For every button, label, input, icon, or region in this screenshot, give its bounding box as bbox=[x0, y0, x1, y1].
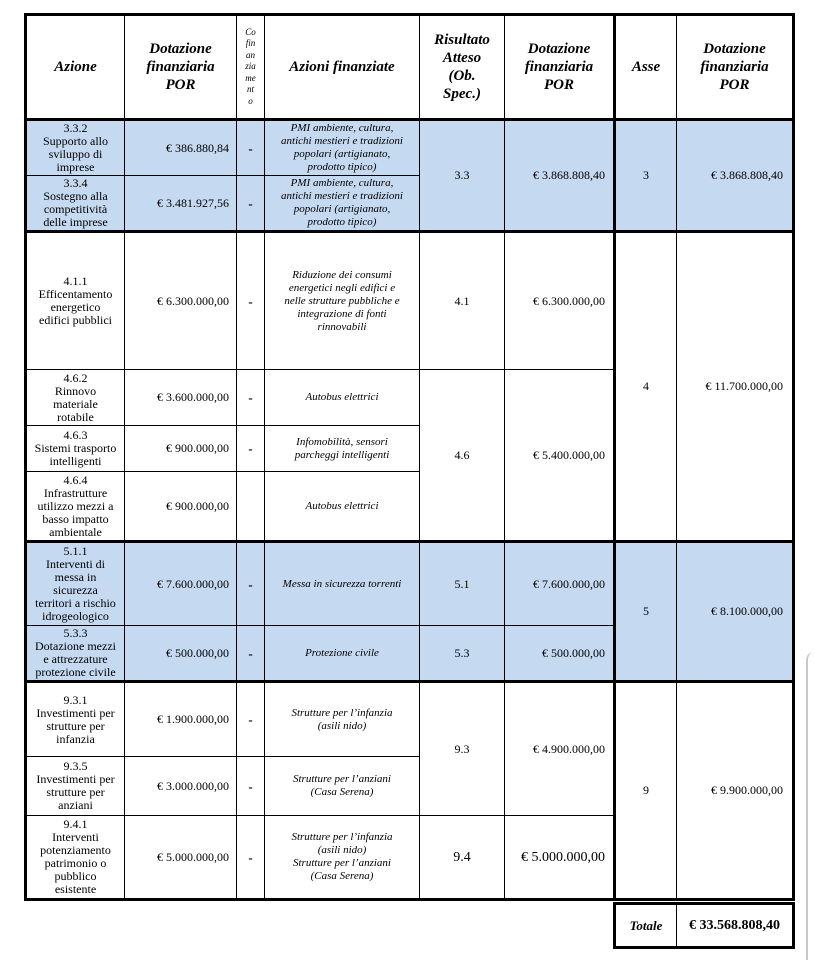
azioni-finanziate-cell: Messa in sicurezza torrenti bbox=[265, 542, 420, 626]
dotazione-por-cell: € 7.600.000,00 bbox=[125, 542, 237, 626]
azione-code: 3.3.2 bbox=[63, 121, 88, 135]
azioni-finanziate-cell: Protezione civile bbox=[265, 626, 420, 682]
dotazione-por-cell: € 6.300.000,00 bbox=[125, 232, 237, 370]
azione-description: Sostegno alla competitività delle imprese bbox=[43, 189, 108, 229]
azione-code: 9.3.1 bbox=[63, 692, 88, 707]
dotazione-por-cell: € 500.000,00 bbox=[125, 626, 237, 682]
azione-code: 9.3.5 bbox=[63, 759, 88, 773]
azione-description: Sistemi trasporto intelligenti bbox=[34, 441, 117, 468]
dotazione-por-cell: € 3.000.000,00 bbox=[125, 757, 237, 816]
azione-code: 4.6.4 bbox=[63, 472, 88, 487]
azione-code: 5.3.3 bbox=[63, 626, 88, 640]
header-azioni-finanziate: Azioni finanziate bbox=[265, 15, 420, 120]
cofinanziamento-cell: - bbox=[237, 626, 265, 682]
total-box bbox=[613, 902, 795, 949]
risultato-atteso-cell: 4.1 bbox=[420, 232, 505, 370]
cofinanziamento-cell: - bbox=[237, 816, 265, 900]
azione-code: 4.6.2 bbox=[63, 370, 88, 385]
azione-cell bbox=[26, 542, 125, 626]
asse-cell: 3 bbox=[615, 120, 677, 232]
azioni-finanziate-cell: PMI ambiente, cultura, antichi mestieri e tradizioni popolari (artigianato, prodotto tipico) bbox=[265, 176, 420, 232]
azione-code: 9.4.1 bbox=[63, 817, 88, 831]
azione-description: Infrastrutture utilizzo mezzi a basso impatto ambientale bbox=[37, 485, 114, 539]
dotazione-por-cell: € 900.000,00 bbox=[125, 472, 237, 542]
cofinanziamento-cell: - bbox=[237, 232, 265, 370]
azioni-finanziate-cell: PMI ambiente, cultura, antichi mestieri e tradizioni popolari (artigianato, prodotto tipico) bbox=[265, 120, 420, 176]
azione-code: 3.3.4 bbox=[63, 176, 88, 190]
azione-cell bbox=[26, 757, 125, 816]
azione-code: 4.6.3 bbox=[63, 428, 88, 442]
header-dotazione-por: Dotazione finanziaria POR bbox=[125, 15, 237, 120]
azione-description: Interventi potenziamento patrimonio o pubblico esistente bbox=[40, 830, 111, 896]
total-row bbox=[615, 904, 794, 948]
azione-cell bbox=[26, 472, 125, 542]
azione-description: Investimenti per strutture per infanzia bbox=[36, 705, 115, 746]
azioni-finanziate-cell: Strutture per l’infanzia (asili nido) bbox=[265, 682, 420, 757]
azione-description: Interventi di messa in sicurezza territori a rischio idrogeologico bbox=[35, 557, 116, 623]
risultato-dotazione-cell: € 500.000,00 bbox=[505, 626, 615, 682]
azione-cell bbox=[26, 120, 125, 176]
risultato-atteso-cell: 4.6 bbox=[420, 370, 505, 542]
risultato-atteso-cell: 3.3 bbox=[420, 120, 505, 232]
azione-code: 5.1.1 bbox=[63, 544, 88, 558]
risultato-atteso-cell: 5.3 bbox=[420, 626, 505, 682]
cofinanziamento-cell: - bbox=[237, 176, 265, 232]
azione-cell bbox=[26, 426, 125, 472]
cofinanziamento-cell: - bbox=[237, 120, 265, 176]
table-row bbox=[26, 542, 794, 626]
table-row bbox=[26, 120, 794, 176]
header-cofinanziamento: Co fin an zia me nt o bbox=[237, 15, 265, 120]
risultato-dotazione-cell: € 4.900.000,00 bbox=[505, 682, 615, 816]
header-risultato-atteso: Risultato Atteso (Ob. Spec.) bbox=[420, 15, 505, 120]
header-row bbox=[26, 15, 794, 120]
risultato-dotazione-cell: € 3.868.808,40 bbox=[505, 120, 615, 232]
table-row bbox=[26, 682, 794, 757]
risultato-dotazione-cell: € 5.400.000,00 bbox=[505, 370, 615, 542]
table-row bbox=[26, 232, 794, 370]
azione-cell bbox=[26, 626, 125, 682]
azione-cell bbox=[26, 682, 125, 757]
azione-description: Investimenti per strutture per anziani bbox=[36, 772, 115, 812]
asse-dotazione-cell: € 9.900.000,00 bbox=[677, 682, 794, 900]
azioni-finanziate-cell: Riduzione dei consumi energetici negli edifici e nelle strutture pubbliche e integrazione di fonti rinnovabili bbox=[265, 232, 420, 370]
total-label: Totale bbox=[615, 904, 677, 948]
azione-cell bbox=[26, 232, 125, 370]
total-amount: € 33.568.808,40 bbox=[677, 904, 794, 948]
azioni-finanziate-cell: Autobus elettrici bbox=[265, 472, 420, 542]
asse-cell: 4 bbox=[615, 232, 677, 542]
header-dotazione-por-asse: Dotazione finanziaria POR bbox=[677, 15, 794, 120]
dotazione-por-cell: € 386.880,84 bbox=[125, 120, 237, 176]
risultato-dotazione-cell: € 6.300.000,00 bbox=[505, 232, 615, 370]
azione-cell bbox=[26, 176, 125, 232]
azione-description: Dotazione mezzi e attrezzature protezione civile bbox=[35, 639, 116, 679]
azioni-finanziate-cell: Strutture per l’infanzia (asili nido) Strutture per l’anziani (Casa Serena) bbox=[265, 816, 420, 900]
cofinanziamento-cell: - bbox=[237, 426, 265, 472]
header-asse: Asse bbox=[615, 15, 677, 120]
asse-dotazione-cell: € 8.100.000,00 bbox=[677, 542, 794, 682]
dotazione-por-cell: € 5.000.000,00 bbox=[125, 816, 237, 900]
asse-dotazione-cell: € 11.700.000,00 bbox=[677, 232, 794, 542]
header-dotazione-por-risultato: Dotazione finanziaria POR bbox=[505, 15, 615, 120]
risultato-atteso-cell: 9.4 bbox=[420, 816, 505, 900]
azioni-finanziate-cell: Strutture per l’anziani (Casa Serena) bbox=[265, 757, 420, 816]
dotazione-por-cell: € 1.900.000,00 bbox=[125, 682, 237, 757]
asse-cell: 5 bbox=[615, 542, 677, 682]
azione-cell bbox=[26, 816, 125, 900]
azione-description: Rinnovo materiale rotabile bbox=[53, 383, 98, 424]
cofinanziamento-cell: - bbox=[237, 757, 265, 816]
cofinanziamento-cell: - bbox=[237, 682, 265, 757]
azione-cell bbox=[26, 370, 125, 426]
asse-cell: 9 bbox=[615, 682, 677, 900]
cofinanziamento-cell bbox=[237, 472, 265, 542]
azioni-finanziate-cell: Autobus elettrici bbox=[265, 370, 420, 426]
azione-code: 4.1.1 bbox=[63, 274, 88, 288]
dotazione-por-cell: € 3.481.927,56 bbox=[125, 176, 237, 232]
risultato-dotazione-cell: € 5.000.000,00 bbox=[505, 816, 615, 900]
cofinanziamento-cell: - bbox=[237, 370, 265, 426]
risultato-atteso-cell: 9.3 bbox=[420, 682, 505, 816]
asse-dotazione-cell: € 3.868.808,40 bbox=[677, 120, 794, 232]
header-azione: Azione bbox=[26, 15, 125, 120]
page-curl-edge bbox=[806, 652, 814, 960]
cofinanziamento-cell: - bbox=[237, 542, 265, 626]
risultato-atteso-cell: 5.1 bbox=[420, 542, 505, 626]
azione-description: Efficentamento energetico edifici pubblici bbox=[38, 287, 113, 327]
dotazione-por-cell: € 900.000,00 bbox=[125, 426, 237, 472]
azione-description: Supporto allo sviluppo di imprese bbox=[43, 134, 108, 174]
funding-table bbox=[24, 13, 795, 901]
risultato-dotazione-cell: € 7.600.000,00 bbox=[505, 542, 615, 626]
dotazione-por-cell: € 3.600.000,00 bbox=[125, 370, 237, 426]
azioni-finanziate-cell: Infomobilità, sensori parcheggi intelligenti bbox=[265, 426, 420, 472]
